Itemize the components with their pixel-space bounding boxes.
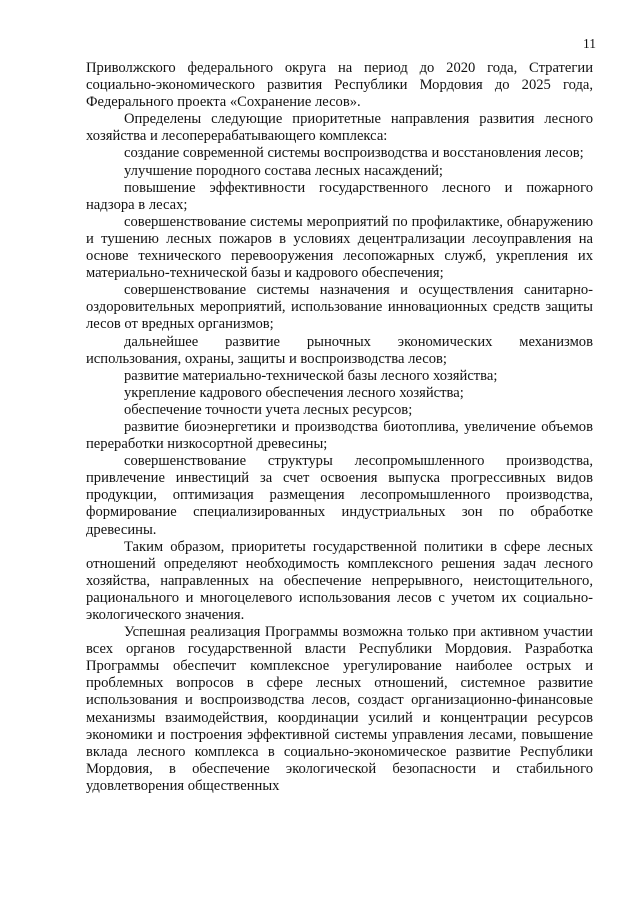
paragraph-priorities-heading: Определены следующие приоритетные направления развития лесного хозяйства и лесоперерабатывающего комплекса:	[86, 111, 593, 145]
list-item-reproduction-system: создание современной системы воспроизводства и восстановления лесов;	[124, 145, 584, 162]
list-item-species-composition: улучшение породного состава лесных насаждений;	[124, 162, 443, 179]
list-item-bioenergy: развитие биоэнергетики и производства биотоплива, увеличение объемов переработки низкосортной древесины;	[86, 418, 593, 453]
list-item-market-mechanisms: дальнейшее развитие рыночных экономических механизмов использования, охраны, защиты и воспроизводства лесов;	[86, 333, 593, 367]
list-item-timber-industry: совершенствование структуры лесопромышленного производства, привлечение инвестиций за счет освоения выпуска прогрессивных видов продукции, оптимизация размещения лесопромышленного производства, формирование специализированных индустриальных зон по обработке древесины.	[86, 453, 593, 538]
list-item-sanitary-measures: совершенствование системы назначения и осуществления санитарно-оздоровительных мероприятий, использование инновационных средств защиты лесов от вредных организмов;	[86, 282, 593, 333]
page-number: 11	[583, 36, 596, 51]
document-body	[86, 60, 593, 795]
paragraph-policy-priorities: Таким образом, приоритеты государственной политики в сфере лесных отношений определяют необходимость комплексного решения задач лесного хозяйства, направленных на обеспечение непрерывного, неистощительного, рационального и многоцелевого использования лесов с учетом их социально-экологического значения.	[86, 538, 593, 623]
list-item-forest-supervision: повышение эффективности государственного лесного и пожарного надзора в лесах;	[86, 179, 593, 213]
paragraph-intro-continuation: Приволжского федерального округа на период до 2020 года, Стратегии социально-экономического развития Республики Мордовия до 2025 года, Федерального проекта «Сохранение лесов».	[86, 60, 593, 111]
list-item-resource-accounting: обеспечение точности учета лесных ресурсов;	[124, 401, 413, 418]
list-item-staffing: укрепление кадрового обеспечения лесного хозяйства;	[124, 384, 464, 401]
paragraph-program-implementation: Успешная реализация Программы возможна только при активном участии всех органов государственной власти Республики Мордовия. Разработка Программы обеспечит комплексное урегулирование наиболее острых и проблемных вопросов в сфере лесных отношений, системное развитие использования и воспроизводства лесов, создаст организационно-финансовые механизмы взаимодействия, координации усилий и концентрации ресурсов экономики и построения эффективной системы управления лесами, повышение вклада лесного комплекса в социально-экономическое развитие Республики Мордовия, в обеспечение экологической безопасности и стабильного удовлетворения общественных	[86, 624, 593, 794]
list-item-material-base: развитие материально-технической базы лесного хозяйства;	[124, 367, 498, 384]
list-item-fire-prevention: совершенствование системы мероприятий по профилактике, обнаружению и тушению лесных пожаров в условиях децентрализации лесоуправления на основе технического перевооружения лесопожарных служб, укрепления их материально-технической базы и кадрового обеспечения;	[86, 213, 593, 282]
